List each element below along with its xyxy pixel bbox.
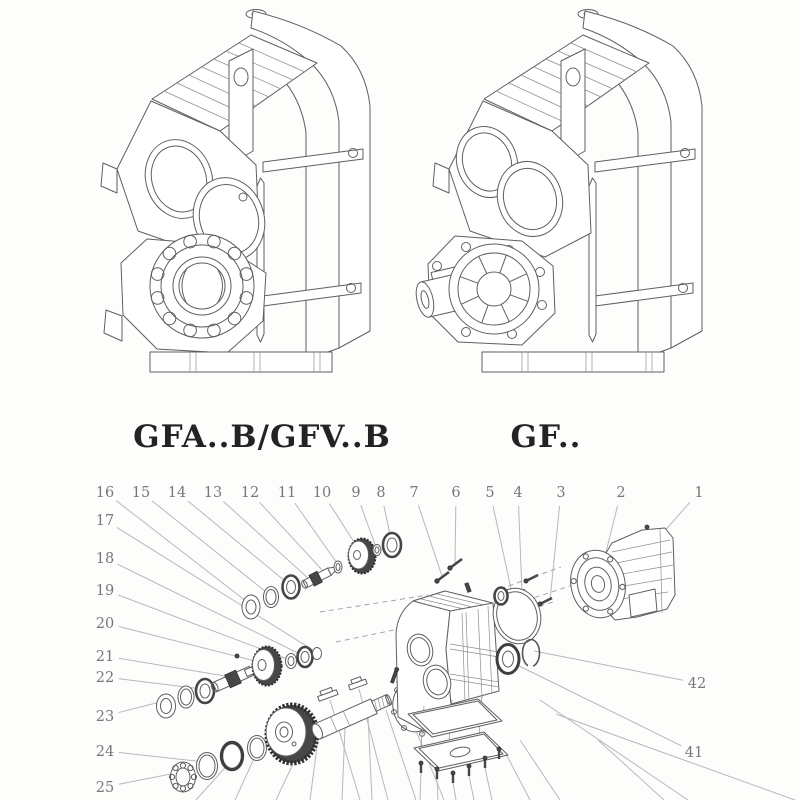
leader-line	[534, 651, 683, 680]
part-number-label: 22	[95, 670, 115, 686]
part-number-label: 10	[312, 485, 332, 501]
output-bearing	[497, 645, 519, 674]
part-number-label: 5	[485, 485, 495, 501]
cutoff-leader-line	[420, 773, 421, 800]
leader-line	[116, 501, 251, 605]
caption-left-model: GFA..B/GFV..B	[133, 419, 391, 455]
part-number-label: 42	[687, 676, 707, 692]
part-number-label: 20	[95, 616, 115, 632]
part-number-label: 2	[616, 485, 626, 501]
part-number-label: 7	[409, 485, 419, 501]
shaft-key	[347, 675, 367, 690]
part-number-label: 11	[277, 485, 297, 501]
input-gear	[349, 539, 376, 574]
part-number-label: 21	[95, 649, 115, 665]
figure-gf-solid-shaft-gearbox	[412, 10, 702, 373]
part-number-label: 24	[95, 744, 115, 760]
part-number-label: 3	[556, 485, 566, 501]
shaft-key	[316, 686, 338, 701]
part-number-label: 4	[513, 485, 523, 501]
cutoff-leader-line	[437, 779, 438, 800]
leader-line	[119, 658, 231, 677]
part-number-label: 8	[376, 485, 386, 501]
intermediate-gear	[253, 647, 282, 686]
leader-line	[295, 503, 339, 566]
cutoff-leader-line	[276, 766, 292, 800]
roller-bearing	[169, 762, 196, 792]
caption-right-model: GF..	[510, 419, 582, 455]
housing-bolts	[435, 559, 462, 583]
cutoff-leader-line	[556, 714, 795, 800]
leader-line	[119, 626, 267, 664]
cutoff-leader-line	[453, 783, 456, 800]
part-number-label: 15	[131, 485, 151, 501]
part-number-label: 16	[95, 485, 115, 501]
cutoff-leader-line	[368, 716, 372, 800]
cutoff-leader-line	[540, 700, 688, 800]
leader-line	[550, 506, 560, 600]
leader-line	[260, 502, 324, 572]
cutoff-leader-line	[505, 752, 530, 800]
figure-gfa-gfv-hollow-shaft-gearbox	[101, 10, 370, 373]
leader-line	[519, 506, 522, 591]
part-number-label: 13	[203, 485, 223, 501]
part-number-label: 9	[351, 485, 361, 501]
small-bearing	[495, 588, 508, 605]
cutoff-leader-line	[342, 728, 345, 800]
part-number-label: 23	[95, 709, 115, 725]
part-number-label: 17	[95, 513, 115, 529]
part-number-label: 14	[167, 485, 187, 501]
leader-line	[118, 564, 304, 656]
cutoff-leader-line	[469, 776, 474, 800]
leader-line	[152, 501, 271, 596]
exploded-parts-diagram	[96, 485, 795, 800]
leader-line	[455, 506, 456, 564]
output-gear	[266, 705, 317, 763]
part-number-label: 1	[694, 485, 704, 501]
cutoff-leader-line	[520, 740, 560, 800]
cutoff-leader-line	[485, 768, 492, 800]
leader-line	[188, 501, 291, 586]
leader-line	[119, 753, 205, 762]
motor-unit	[565, 525, 675, 623]
part-number-label: 41	[684, 745, 704, 761]
input-pinion-assembly	[242, 533, 401, 619]
snap-ring	[523, 640, 540, 670]
part-number-label: 19	[95, 583, 115, 599]
part-number-label: 6	[451, 485, 461, 501]
part-number-label: 12	[240, 485, 260, 501]
part-number-label: 25	[95, 780, 115, 796]
leader-line	[418, 505, 442, 576]
part-number-label: 18	[95, 551, 115, 567]
